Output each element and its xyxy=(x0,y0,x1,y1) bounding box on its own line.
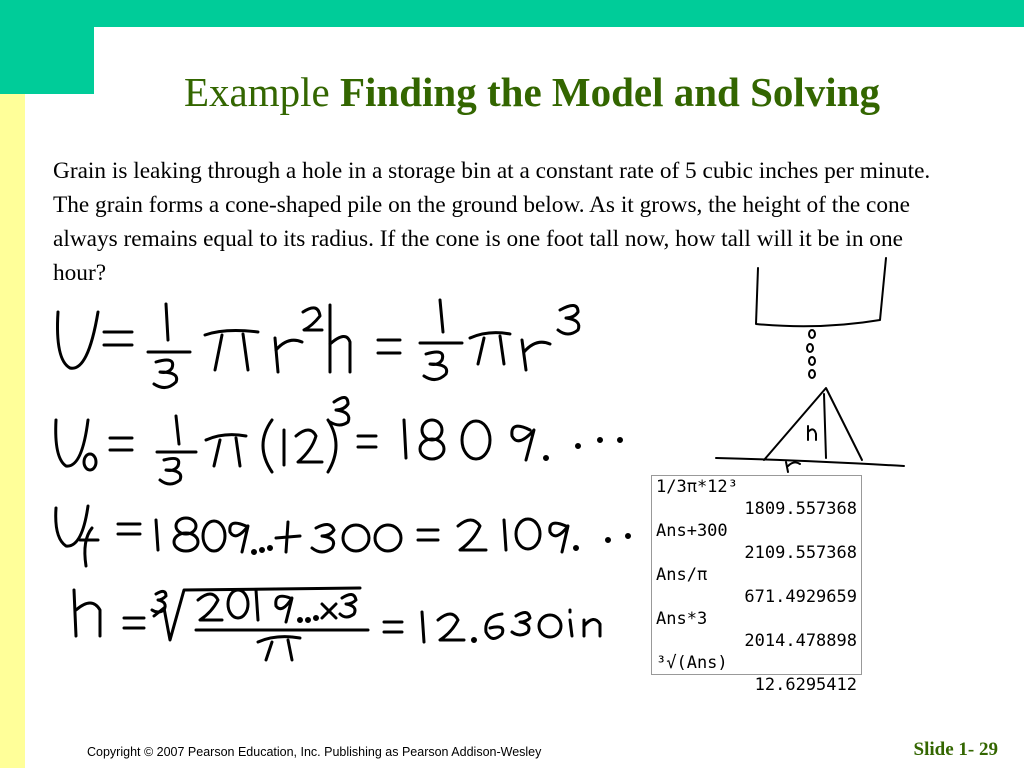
calc-result: 671.4929659 xyxy=(744,587,857,607)
handwriting-line-4 xyxy=(74,588,600,660)
handwriting-line-1 xyxy=(58,300,579,388)
slide-number: Slide 1- 29 xyxy=(913,739,998,760)
calc-result: 2109.557368 xyxy=(744,543,857,563)
calc-result: 1809.557368 xyxy=(744,499,857,519)
handwriting-line-3 xyxy=(56,506,630,566)
calc-result: 2014.478898 xyxy=(744,631,857,651)
calc-expr: Ans+300 xyxy=(656,521,728,541)
footer-copyright: Copyright © 2007 Pearson Education, Inc. Publishing as Pearson Addison-Wesley xyxy=(87,745,542,759)
calc-expr: 1/3π*12³ xyxy=(656,477,738,497)
calc-result: 12.6295412 xyxy=(754,675,857,695)
problem-statement: Grain is leaking through a hole in a storage bin at a constant rate of 5 cubic inches per minute. The grain forms a cone-shaped pile on the ground below. As it grows, the height of the cone always remains equal to its radius. If the cone is one foot tall now, how tall will it be in one hour? xyxy=(53,158,931,286)
calc-expr: ³√(Ans) xyxy=(656,653,728,673)
calc-expr: Ans*3 xyxy=(656,609,708,629)
bin-cone-sketch xyxy=(716,258,904,472)
calc-expr: Ans/π xyxy=(656,565,708,585)
handwriting-line-2 xyxy=(56,397,622,484)
title-prefix: Example xyxy=(184,69,330,115)
calculator-screen xyxy=(651,475,862,695)
title-main: Finding the Model and Solving xyxy=(340,69,880,115)
